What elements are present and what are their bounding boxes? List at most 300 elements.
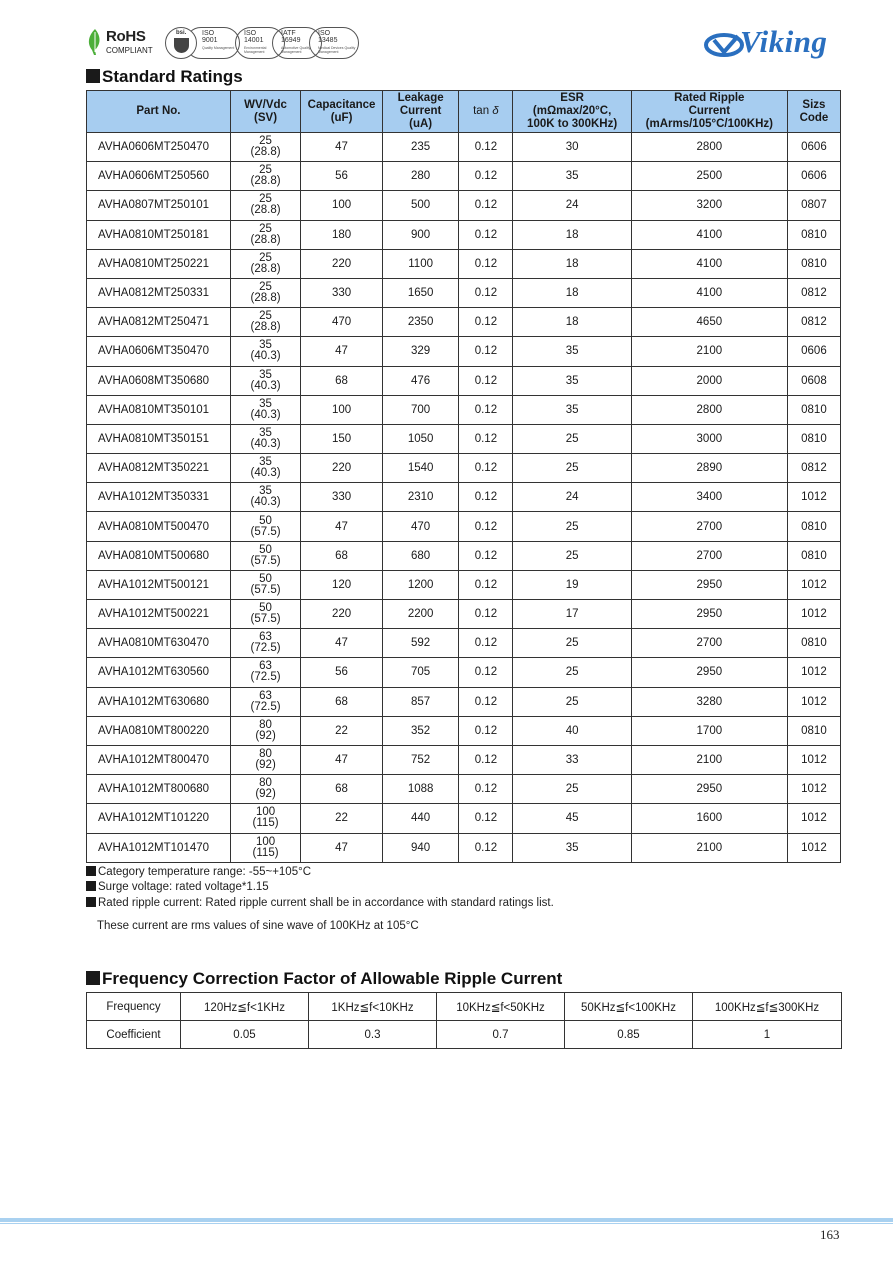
tan-cell: 0.12: [459, 541, 513, 570]
capacitance-cell: 150: [301, 424, 383, 453]
size-cell: 0810: [787, 395, 840, 424]
part-no-cell: AVHA0606MT250470: [87, 133, 231, 162]
wv-cell: [230, 220, 300, 249]
wv-cell: [230, 687, 300, 716]
esr-cell: 24: [513, 483, 631, 512]
tan-cell: 0.12: [459, 424, 513, 453]
leakage-cell: 1050: [382, 424, 459, 453]
tan-cell: 0.12: [459, 278, 513, 307]
freq-range: 50KHz≦f<100KHz: [565, 993, 693, 1021]
tan-cell: 0.12: [459, 745, 513, 774]
ripple-cell: 3280: [631, 687, 787, 716]
wv-value: 63: [259, 660, 272, 673]
sv-value: (40.3): [250, 350, 281, 363]
table-row: [87, 220, 841, 249]
table-row: [87, 308, 841, 337]
bsi-seal: bsi.: [165, 27, 197, 59]
size-cell: 1012: [787, 600, 840, 629]
coefficient-value: 0.7: [437, 1021, 565, 1049]
part-no-cell: AVHA1012MT800680: [87, 775, 231, 804]
table-row: [87, 162, 841, 191]
tan-cell: 0.12: [459, 512, 513, 541]
coefficient-value: 0.05: [181, 1021, 309, 1049]
wv-cell: [230, 833, 300, 862]
coefficient-value: 0.85: [565, 1021, 693, 1049]
tan-cell: 0.12: [459, 833, 513, 862]
col-capacitance: Capacitance (uF): [301, 91, 383, 133]
leakage-cell: 329: [382, 337, 459, 366]
wv-cell: [230, 775, 300, 804]
ripple-cell: 4100: [631, 278, 787, 307]
ripple-cell: 2950: [631, 600, 787, 629]
tan-cell: 0.12: [459, 629, 513, 658]
note-temperature: Category temperature range: -55~+105°C: [86, 866, 311, 878]
leakage-cell: 900: [382, 220, 459, 249]
wv-value: 100: [255, 806, 276, 819]
wv-value: 25: [259, 310, 272, 323]
table-row: [87, 687, 841, 716]
note-ripple: Rated ripple current: Rated ripple current shall be in accordance with standard ratings list.: [86, 897, 554, 909]
leakage-cell: 440: [382, 804, 459, 833]
coefficient-value: 1: [693, 1021, 842, 1049]
size-cell: 1012: [787, 804, 840, 833]
tan-cell: 0.12: [459, 716, 513, 745]
brand-name: Viking: [740, 24, 828, 59]
col-part-no: Part No.: [87, 91, 231, 133]
wv-value: 25: [259, 164, 272, 177]
wv-value: 25: [259, 135, 272, 148]
table-row: [87, 395, 841, 424]
sv-value: (72.5): [250, 671, 281, 684]
sv-value: (92): [255, 759, 276, 772]
tan-cell: 0.12: [459, 308, 513, 337]
ripple-cell: 1700: [631, 716, 787, 745]
capacitance-cell: 470: [301, 308, 383, 337]
capacitance-cell: 330: [301, 483, 383, 512]
ripple-cell: 2100: [631, 745, 787, 774]
table-row: [87, 454, 841, 483]
size-cell: 0807: [787, 191, 840, 220]
tan-cell: 0.12: [459, 570, 513, 599]
leakage-cell: 680: [382, 541, 459, 570]
part-no-cell: AVHA1012MT630680: [87, 687, 231, 716]
wv-value: 25: [259, 193, 272, 206]
capacitance-cell: 22: [301, 716, 383, 745]
part-no-cell: AVHA1012MT800470: [87, 745, 231, 774]
ripple-cell: 2950: [631, 658, 787, 687]
leakage-cell: 470: [382, 512, 459, 541]
ripple-cell: 3400: [631, 483, 787, 512]
table-row: [87, 658, 841, 687]
table-row: [87, 512, 841, 541]
table-row: [87, 541, 841, 570]
size-cell: 0606: [787, 162, 840, 191]
coefficient-row: [87, 1021, 842, 1049]
leakage-cell: 1540: [382, 454, 459, 483]
part-no-cell: AVHA1012MT101220: [87, 804, 231, 833]
ripple-cell: 2950: [631, 570, 787, 599]
part-no-cell: AVHA0810MT800220: [87, 716, 231, 745]
wv-cell: [230, 512, 300, 541]
leakage-cell: 857: [382, 687, 459, 716]
wv-value: 63: [259, 689, 272, 702]
part-no-cell: AVHA1012MT630560: [87, 658, 231, 687]
esr-cell: 25: [513, 687, 631, 716]
frequency-row: [87, 993, 842, 1021]
table-row: [87, 804, 841, 833]
esr-cell: 18: [513, 220, 631, 249]
leakage-cell: 280: [382, 162, 459, 191]
wv-value: 80: [259, 748, 272, 761]
part-no-cell: AVHA1012MT500221: [87, 600, 231, 629]
wv-value: 35: [259, 426, 272, 439]
certification-logos: [163, 27, 359, 59]
frequency-table: [86, 992, 842, 1049]
frequency-title: Frequency Correction Factor of Allowable Ripple Current: [86, 969, 562, 989]
table-row: [87, 191, 841, 220]
capacitance-cell: 100: [301, 395, 383, 424]
col-esr: ESR (mΩmax/20°C, 100K to 300KHz): [513, 91, 631, 133]
footer-divider-thin: [0, 1223, 893, 1224]
size-cell: 0810: [787, 512, 840, 541]
esr-cell: 33: [513, 745, 631, 774]
wv-value: 50: [259, 543, 272, 556]
wv-cell: [230, 366, 300, 395]
esr-cell: 35: [513, 833, 631, 862]
page-number: 163: [820, 1227, 840, 1242]
ripple-cell: 4100: [631, 249, 787, 278]
esr-cell: 25: [513, 454, 631, 483]
part-no-cell: AVHA0812MT250331: [87, 278, 231, 307]
leakage-cell: 2200: [382, 600, 459, 629]
esr-cell: 19: [513, 570, 631, 599]
size-cell: 1012: [787, 775, 840, 804]
sv-value: (28.8): [250, 175, 281, 188]
sv-value: (115): [252, 817, 279, 830]
col-tan: tan δ: [459, 91, 513, 133]
capacitance-cell: 68: [301, 366, 383, 395]
part-no-cell: AVHA0810MT500470: [87, 512, 231, 541]
capacitance-cell: 47: [301, 337, 383, 366]
leakage-cell: 752: [382, 745, 459, 774]
ripple-cell: 4100: [631, 220, 787, 249]
size-cell: 1012: [787, 833, 840, 862]
wv-cell: [230, 308, 300, 337]
wv-value: 35: [259, 339, 272, 352]
leakage-cell: 1100: [382, 249, 459, 278]
viking-logo: [704, 24, 850, 62]
size-cell: 1012: [787, 570, 840, 599]
leakage-cell: 500: [382, 191, 459, 220]
wv-value: 63: [259, 631, 272, 644]
table-row: [87, 716, 841, 745]
esr-cell: 35: [513, 162, 631, 191]
tan-cell: 0.12: [459, 133, 513, 162]
ripple-cell: 1600: [631, 804, 787, 833]
table-row: [87, 600, 841, 629]
size-cell: 1012: [787, 483, 840, 512]
ripple-cell: 2700: [631, 629, 787, 658]
leakage-cell: 352: [382, 716, 459, 745]
part-no-cell: AVHA1012MT350331: [87, 483, 231, 512]
wv-value: 80: [259, 777, 272, 790]
esr-cell: 18: [513, 278, 631, 307]
part-no-cell: AVHA0608MT350680: [87, 366, 231, 395]
capacitance-cell: 68: [301, 687, 383, 716]
sv-value: (57.5): [250, 613, 281, 626]
cert-iso9001: ISO 9001 Quality Management: [185, 27, 240, 59]
ripple-cell: 2700: [631, 512, 787, 541]
tan-cell: 0.12: [459, 804, 513, 833]
wv-cell: [230, 337, 300, 366]
tan-cell: 0.12: [459, 483, 513, 512]
freq-range: 120Hz≦f<1KHz: [181, 993, 309, 1021]
leakage-cell: 2350: [382, 308, 459, 337]
ripple-cell: 3000: [631, 424, 787, 453]
size-cell: 0606: [787, 337, 840, 366]
cert-iso13485: ISO 13485 Medical Devices Quality Management: [309, 27, 359, 59]
leakage-cell: 940: [382, 833, 459, 862]
capacitance-cell: 56: [301, 162, 383, 191]
tan-cell: 0.12: [459, 249, 513, 278]
esr-cell: 25: [513, 775, 631, 804]
sv-value: (57.5): [250, 583, 281, 596]
freq-range: 100KHz≦f≦300KHz: [693, 993, 842, 1021]
capacitance-cell: 47: [301, 512, 383, 541]
table-row: [87, 278, 841, 307]
capacitance-cell: 47: [301, 745, 383, 774]
table-row: [87, 483, 841, 512]
ripple-cell: 2800: [631, 395, 787, 424]
col-wv: WV/Vdc (SV): [230, 91, 300, 133]
cert-iatf16949: IATF 16949 Automotive Quality Management: [272, 27, 322, 59]
esr-cell: 18: [513, 249, 631, 278]
esr-cell: 18: [513, 308, 631, 337]
wv-value: 25: [259, 281, 272, 294]
esr-cell: 25: [513, 512, 631, 541]
ripple-cell: 2890: [631, 454, 787, 483]
tan-cell: 0.12: [459, 600, 513, 629]
tan-cell: 0.12: [459, 337, 513, 366]
capacitance-cell: 68: [301, 775, 383, 804]
size-cell: 0606: [787, 133, 840, 162]
coefficient-label: Coefficient: [87, 1021, 181, 1049]
capacitance-cell: 220: [301, 600, 383, 629]
esr-cell: 25: [513, 658, 631, 687]
size-cell: 0810: [787, 424, 840, 453]
wv-cell: [230, 424, 300, 453]
ratings-header-row: [87, 91, 841, 133]
ripple-cell: 4650: [631, 308, 787, 337]
sv-value: (28.8): [250, 292, 281, 305]
table-row: [87, 366, 841, 395]
sv-value: (72.5): [250, 642, 281, 655]
sv-value: (40.3): [250, 496, 281, 509]
capacitance-cell: 220: [301, 249, 383, 278]
rohs-subtitle: COMPLIANT: [106, 46, 153, 55]
ripple-cell: 2100: [631, 833, 787, 862]
table-row: [87, 424, 841, 453]
part-no-cell: AVHA1012MT101470: [87, 833, 231, 862]
part-no-cell: AVHA0812MT350221: [87, 454, 231, 483]
size-cell: 0810: [787, 541, 840, 570]
wv-value: 100: [255, 835, 276, 848]
table-row: [87, 833, 841, 862]
sv-value: (92): [255, 788, 276, 801]
ripple-cell: 2800: [631, 133, 787, 162]
ratings-title: Standard Ratings: [86, 67, 243, 87]
capacitance-cell: 100: [301, 191, 383, 220]
wv-cell: [230, 658, 300, 687]
leakage-cell: 1088: [382, 775, 459, 804]
capacitance-cell: 220: [301, 454, 383, 483]
wv-cell: [230, 804, 300, 833]
wv-value: 35: [259, 456, 272, 469]
ratings-table: [86, 90, 841, 863]
sv-value: (57.5): [250, 525, 281, 538]
table-row: [87, 133, 841, 162]
col-leakage: Leakage Current (uA): [382, 91, 459, 133]
size-cell: 0608: [787, 366, 840, 395]
leakage-cell: 705: [382, 658, 459, 687]
table-row: [87, 249, 841, 278]
ripple-cell: 2700: [631, 541, 787, 570]
col-size: Sizs Code: [787, 91, 840, 133]
freq-range: 10KHz≦f<50KHz: [437, 993, 565, 1021]
sv-value: (72.5): [250, 700, 281, 713]
size-cell: 1012: [787, 658, 840, 687]
leakage-cell: 1200: [382, 570, 459, 599]
wv-cell: [230, 745, 300, 774]
esr-cell: 35: [513, 395, 631, 424]
tan-cell: 0.12: [459, 191, 513, 220]
rohs-title: RoHS: [106, 28, 146, 45]
wv-cell: [230, 570, 300, 599]
wv-cell: [230, 483, 300, 512]
ripple-cell: 2000: [631, 366, 787, 395]
table-row: [87, 775, 841, 804]
tan-cell: 0.12: [459, 687, 513, 716]
size-cell: 0810: [787, 220, 840, 249]
ripple-cell: 2950: [631, 775, 787, 804]
wv-value: 50: [259, 602, 272, 615]
wv-cell: [230, 278, 300, 307]
tan-cell: 0.12: [459, 220, 513, 249]
esr-cell: 24: [513, 191, 631, 220]
sv-value: (57.5): [250, 554, 281, 567]
part-no-cell: AVHA0810MT250221: [87, 249, 231, 278]
esr-cell: 35: [513, 366, 631, 395]
capacitance-cell: 120: [301, 570, 383, 599]
tan-cell: 0.12: [459, 395, 513, 424]
wv-cell: [230, 541, 300, 570]
size-cell: 0812: [787, 308, 840, 337]
capacitance-cell: 47: [301, 629, 383, 658]
part-no-cell: AVHA0606MT250560: [87, 162, 231, 191]
esr-cell: 25: [513, 629, 631, 658]
sv-value: (28.8): [250, 146, 281, 159]
esr-cell: 35: [513, 337, 631, 366]
wv-cell: [230, 716, 300, 745]
esr-cell: 30: [513, 133, 631, 162]
table-row: [87, 745, 841, 774]
size-cell: 1012: [787, 745, 840, 774]
wv-cell: [230, 395, 300, 424]
leaf-icon: [86, 28, 104, 56]
wv-cell: [230, 162, 300, 191]
part-no-cell: AVHA0810MT350151: [87, 424, 231, 453]
wv-cell: [230, 249, 300, 278]
part-no-cell: AVHA0810MT250181: [87, 220, 231, 249]
wv-value: 35: [259, 397, 272, 410]
part-no-cell: AVHA0606MT350470: [87, 337, 231, 366]
size-cell: 0812: [787, 278, 840, 307]
ratings-body: [87, 133, 841, 863]
coefficient-value: 0.3: [309, 1021, 437, 1049]
capacitance-cell: 68: [301, 541, 383, 570]
table-row: [87, 337, 841, 366]
wv-value: 35: [259, 368, 272, 381]
leakage-cell: 1650: [382, 278, 459, 307]
esr-cell: 17: [513, 600, 631, 629]
tan-cell: 0.12: [459, 658, 513, 687]
table-row: [87, 570, 841, 599]
leakage-cell: 2310: [382, 483, 459, 512]
sv-value: (28.8): [250, 233, 281, 246]
wv-cell: [230, 629, 300, 658]
sv-value: (40.3): [250, 437, 281, 450]
wv-value: 80: [259, 718, 272, 731]
tan-cell: 0.12: [459, 775, 513, 804]
sv-value: (40.3): [250, 379, 281, 392]
ripple-cell: 2500: [631, 162, 787, 191]
capacitance-cell: 47: [301, 833, 383, 862]
sv-value: (40.3): [250, 467, 281, 480]
esr-cell: 25: [513, 541, 631, 570]
leakage-cell: 592: [382, 629, 459, 658]
wv-cell: [230, 133, 300, 162]
leakage-cell: 700: [382, 395, 459, 424]
leakage-cell: 235: [382, 133, 459, 162]
capacitance-cell: 22: [301, 804, 383, 833]
esr-cell: 40: [513, 716, 631, 745]
sv-value: (28.8): [250, 204, 281, 217]
footer-divider: [0, 1218, 893, 1222]
tan-cell: 0.12: [459, 162, 513, 191]
tan-cell: 0.12: [459, 366, 513, 395]
freq-range: 1KHz≦f<10KHz: [309, 993, 437, 1021]
tan-cell: 0.12: [459, 454, 513, 483]
note-surge: Surge voltage: rated voltage*1.15: [86, 881, 269, 893]
wv-value: 35: [259, 485, 272, 498]
sv-value: (28.8): [250, 321, 281, 334]
col-ripple: Rated Ripple Current (mArms/105°C/100KHz): [631, 91, 787, 133]
sv-value: (92): [255, 729, 276, 742]
ripple-cell: 3200: [631, 191, 787, 220]
leakage-cell: 476: [382, 366, 459, 395]
capacitance-cell: 180: [301, 220, 383, 249]
sv-value: (115): [252, 846, 279, 859]
wv-value: 50: [259, 514, 272, 527]
frequency-label: Frequency: [87, 993, 181, 1021]
size-cell: 0810: [787, 629, 840, 658]
wv-value: 50: [259, 572, 272, 585]
rohs-logo: [86, 26, 156, 60]
wv-cell: [230, 454, 300, 483]
sv-value: (40.3): [250, 408, 281, 421]
capacitance-cell: 56: [301, 658, 383, 687]
sv-value: (28.8): [250, 262, 281, 275]
